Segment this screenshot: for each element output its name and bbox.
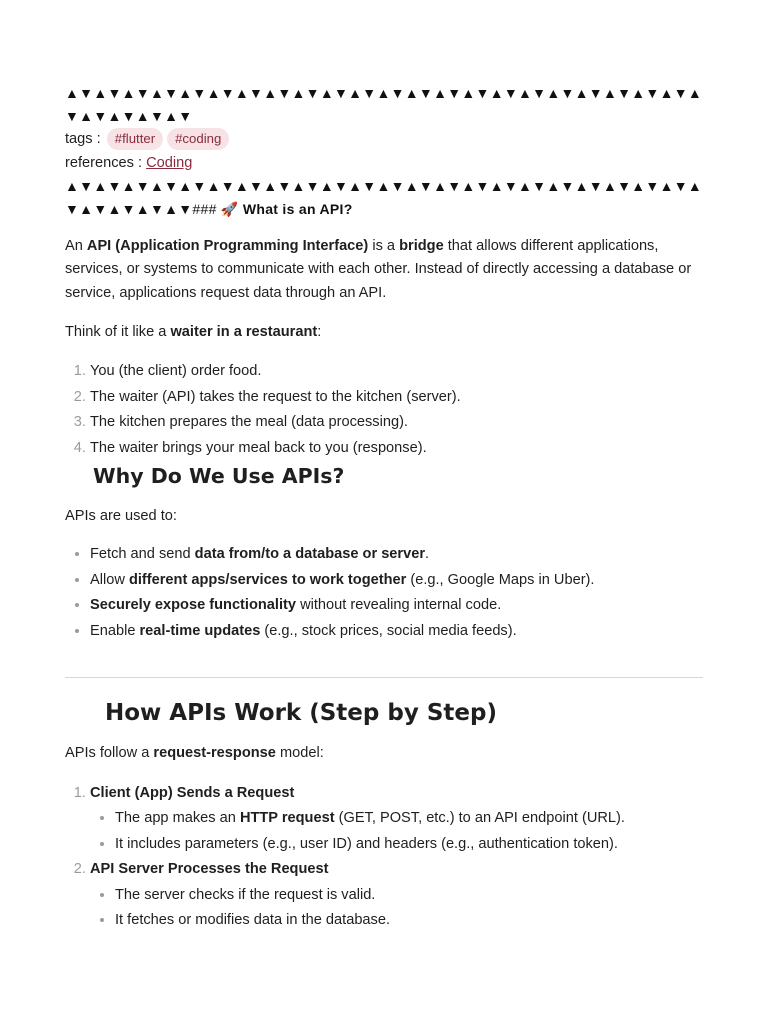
step-title: API Server Processes the Request [90,861,329,878]
section-heading-how: How APIs Work (Step by Step) [105,700,497,727]
list-item [90,619,705,645]
item-text: Allow [90,571,129,588]
restaurant-steps-list [65,359,705,461]
item-text: (GET, POST, etc.) to an API endpoint (URL). [334,810,625,827]
horizontal-rule [65,677,703,678]
item-text: without revealing internal code. [296,597,502,614]
item-text: The app makes an [115,810,240,827]
how-intro-text-2: model: [275,745,324,762]
analogy-text-1: Think of it like a [65,323,171,340]
item-bold: Securely expose functionality [90,597,297,614]
list-item: 3. The kitchen prepares the meal (data processing). [90,410,705,436]
intro-text-2: is a [368,238,400,254]
how-intro-bold: request-response [153,745,276,762]
triangle-divider-top: ▲▼▲▼▲▼▲▼▲▼▲▼▲▼▲▼▲▼▲▼▲▼▲▼▲▼▲▼▲▼▲▼▲▼▲▼▲▼▲▼▲▼▲▼▲▼▲▼▲▼▲▼▲▼ [65,85,703,124]
item-text: (e.g., Google Maps in Uber). [406,571,595,588]
intro-bold-api: API (Application Programming Interface) [86,238,369,254]
section-heading-why: Why Do We Use APIs? [93,464,345,489]
item-text: . [425,546,430,563]
triangle-marks: ▲▼▲▼▲▼▲▼▲▼▲▼▲▼▲▼▲▼▲▼▲▼▲▼▲▼▲▼▲▼▲▼▲▼▲▼▲▼▲▼▲▼▲▼▲▼▲▼▲▼▲▼▲▼ [65,178,703,217]
analogy-bold: waiter in a restaurant [170,323,318,340]
how-intro [65,742,705,765]
sub-list [90,806,705,857]
item-text: The server checks if the request is valid. [115,886,376,903]
item-text: It includes parameters (e.g., user ID) and headers (e.g., authentication token). [115,835,618,852]
item-text: Enable [90,622,140,639]
list-item [90,781,705,858]
item-text: Fetch and send [90,546,195,563]
tags-row [65,128,705,152]
tag-flutter[interactable]: #flutter [107,128,163,150]
document-content [65,82,705,934]
triangle-divider-heading [65,175,705,222]
tag-coding[interactable]: #coding [167,128,229,150]
why-intro: APIs are used to: [65,508,177,525]
tags-label: tags : [65,131,101,147]
intro-text-3: that allows different applications, services, or systems to communicate with each other. Instead of directly accessing a database or service, applications request data through an API. [65,238,692,301]
sub-list [90,883,705,934]
heading-prefix: ### [192,201,217,217]
list-item: 4. The waiter brings your meal back to you (response). [90,436,705,462]
heading-what-is-api: What is an API? [242,201,353,217]
item-bold: different apps/services to work together [128,571,407,588]
item-bold: data from/to a database or server [194,546,426,563]
list-item [90,593,705,619]
list-item [90,542,705,568]
reference-link-coding[interactable]: Coding [146,154,193,171]
analogy-paragraph [65,321,705,344]
step-title: Client (App) Sends a Request [90,784,295,801]
how-intro-text-1: APIs follow a [65,745,154,762]
how-steps-list [65,781,705,934]
references-row [65,152,705,176]
list-item: 1. You (the client) order food. [90,359,705,385]
intro-text-1: An [65,238,87,254]
list-item [90,857,705,934]
list-item: 2. The waiter (API) takes the request to the kitchen (server). [90,385,705,411]
item-bold: HTTP request [239,810,335,827]
intro-paragraph [65,235,705,305]
item-text: (e.g., stock prices, social media feeds). [260,622,517,639]
item-text: It fetches or modifies data in the database. [115,912,391,929]
analogy-text-2: : [317,323,322,340]
sub-list-item [115,832,705,858]
sub-list-item [115,883,705,909]
rocket-icon: 🚀 [220,202,239,218]
sub-list-item [115,806,705,832]
sub-list-item [115,908,705,934]
intro-bold-bridge: bridge [399,238,444,254]
references-label: references : [65,154,143,171]
why-list [65,542,705,644]
list-item [90,568,705,594]
item-bold: real-time updates [139,622,261,639]
